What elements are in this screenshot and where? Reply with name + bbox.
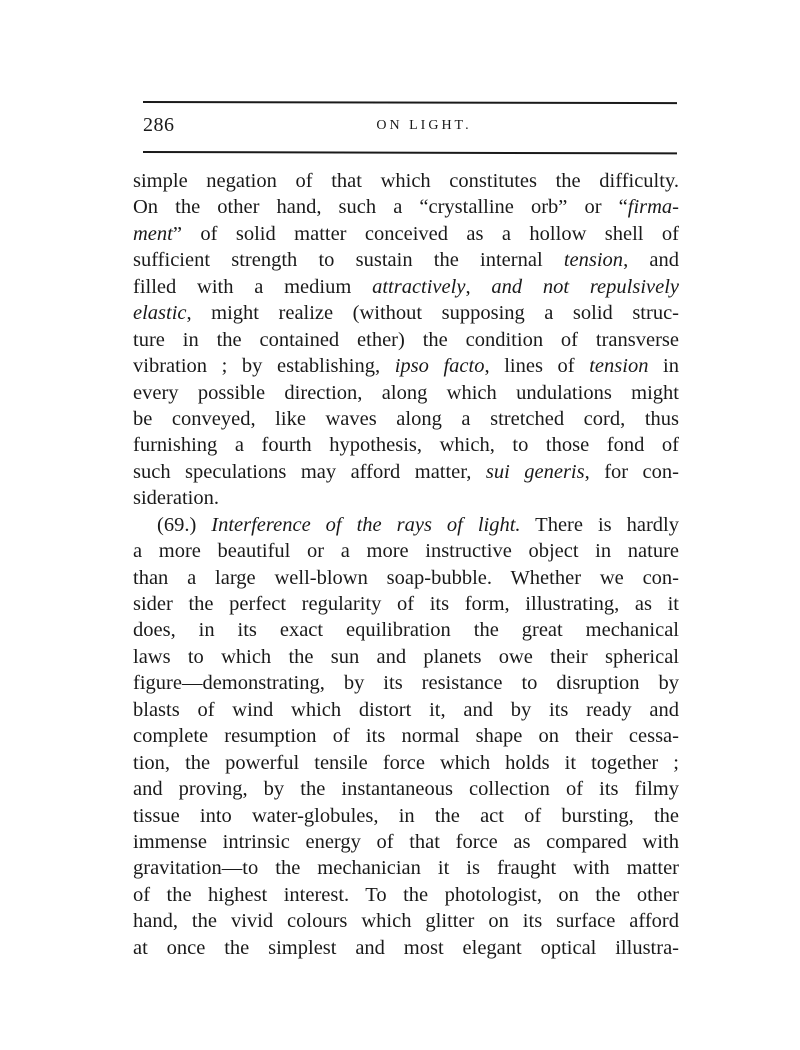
- text-run: gravitation—to the mechanician it is fraught with matter: [133, 857, 679, 880]
- text-line: [133, 406, 679, 432]
- text-run: sider the perfect regularity of its form, illustrating, as it: [133, 593, 679, 615]
- text-run: hand, the vivid colours which glitter on its surface afford: [133, 910, 679, 933]
- text-line: [133, 274, 679, 300]
- text-run: figure—demonstrating, by its resistance to disruption by: [133, 672, 679, 695]
- italic-run: and not repulsively: [491, 275, 680, 298]
- text-line: [133, 855, 679, 881]
- text-run: be conveyed, like waves along a stretched cord, thus: [133, 407, 679, 430]
- text-run: ,: [465, 275, 492, 298]
- text-run: laws to which the sun and planets owe their spherical: [133, 645, 679, 668]
- text-run: and proving, by the instantaneous collection of its filmy: [133, 778, 679, 801]
- text-run: , lines of: [484, 355, 590, 378]
- text-run: at once the simplest and most elegant optical illustra-: [133, 936, 679, 959]
- text-run: sufficient strength to sustain the internal: [133, 249, 564, 272]
- text-run: in: [648, 355, 680, 378]
- text-line: [133, 485, 679, 511]
- header-top-rule: [143, 101, 677, 104]
- text-line: [133, 538, 679, 564]
- running-head: ON LIGHT.: [376, 118, 472, 133]
- text-line: [133, 670, 679, 696]
- text-line: [133, 459, 679, 485]
- text-run: does, in its exact equilibration the great mechanical: [133, 619, 679, 642]
- text-line: [133, 697, 679, 723]
- text-line: [133, 829, 679, 855]
- italic-run: firma-: [627, 196, 679, 219]
- text-line: [133, 803, 679, 829]
- text-run: ” of solid matter conceived as a hollow shell of: [172, 222, 679, 245]
- italic-run: sui generis: [485, 460, 585, 483]
- text-run: tion, the powerful tensile force which holds it together ;: [133, 751, 679, 774]
- text-run: tissue into water-globules, in the act of bursting, the: [133, 804, 679, 827]
- text-run: (69.): [157, 513, 212, 536]
- italic-run: ment: [133, 222, 173, 245]
- text-run: furnishing a fourth hypothesis, which, to those fond of: [133, 434, 679, 457]
- text-run: such speculations may afford matter,: [133, 460, 486, 483]
- text-line: [133, 617, 679, 643]
- text-line: [133, 776, 679, 802]
- text-run: blasts of wind which distort it, and by its ready and: [133, 698, 679, 721]
- text-line: [133, 750, 679, 776]
- text-line: [133, 327, 679, 353]
- text-line: [133, 432, 679, 458]
- text-run: , and: [623, 249, 679, 272]
- text-line: [133, 882, 679, 908]
- italic-run: attractively: [372, 275, 466, 298]
- text-run: every possible direction, along which undulations might: [133, 381, 679, 404]
- text-run: vibration ; by establishing,: [133, 355, 395, 378]
- italic-run: elastic: [133, 302, 187, 325]
- text-line: [133, 168, 679, 194]
- text-line: [133, 194, 679, 220]
- text-line: [133, 908, 679, 934]
- text-line: [133, 221, 679, 247]
- text-run: complete resumption of its normal shape on their cessa-: [133, 725, 679, 748]
- text-run: a more beautiful or a more instructive object in nature: [133, 540, 679, 563]
- text-line: [133, 247, 679, 273]
- text-run: than a large well-blown soap-bubble. Whether we con-: [133, 566, 679, 589]
- text-run: There is hardly: [520, 513, 679, 536]
- page-number: 286: [143, 114, 175, 136]
- text-run: of the highest interest. To the photologist, on the other: [133, 883, 679, 906]
- text-run: simple negation of that which constitutes the difficulty.: [133, 170, 679, 192]
- text-line: [133, 300, 679, 326]
- text-run: ture in the contained ether) the condition of transverse: [133, 328, 679, 351]
- text-line: [133, 353, 679, 379]
- text-line: [133, 380, 679, 406]
- text-line: [133, 512, 679, 538]
- header-bottom-rule: [143, 151, 677, 154]
- text-run: On the other hand, such a “crystalline orb” or “: [133, 196, 628, 219]
- italic-run: tension: [563, 249, 624, 272]
- text-line: [133, 565, 679, 591]
- text-run: immense intrinsic energy of that force as compared with: [133, 830, 679, 853]
- text-line: [133, 723, 679, 749]
- text-line: [133, 591, 679, 617]
- page-header: [143, 114, 677, 140]
- text-run: filled with a medium: [133, 275, 373, 298]
- text-run: , might realize (without supposing a solid struc-: [186, 302, 679, 325]
- italic-run: tension: [589, 355, 649, 378]
- text-line: [133, 644, 679, 670]
- text-run: sideration.: [133, 487, 219, 510]
- italic-run: ipso facto: [394, 355, 485, 378]
- italic-run: Interference of the rays of light.: [211, 513, 521, 536]
- text-run: , for con-: [584, 460, 679, 483]
- body-text: [133, 168, 679, 961]
- text-line: [133, 935, 679, 961]
